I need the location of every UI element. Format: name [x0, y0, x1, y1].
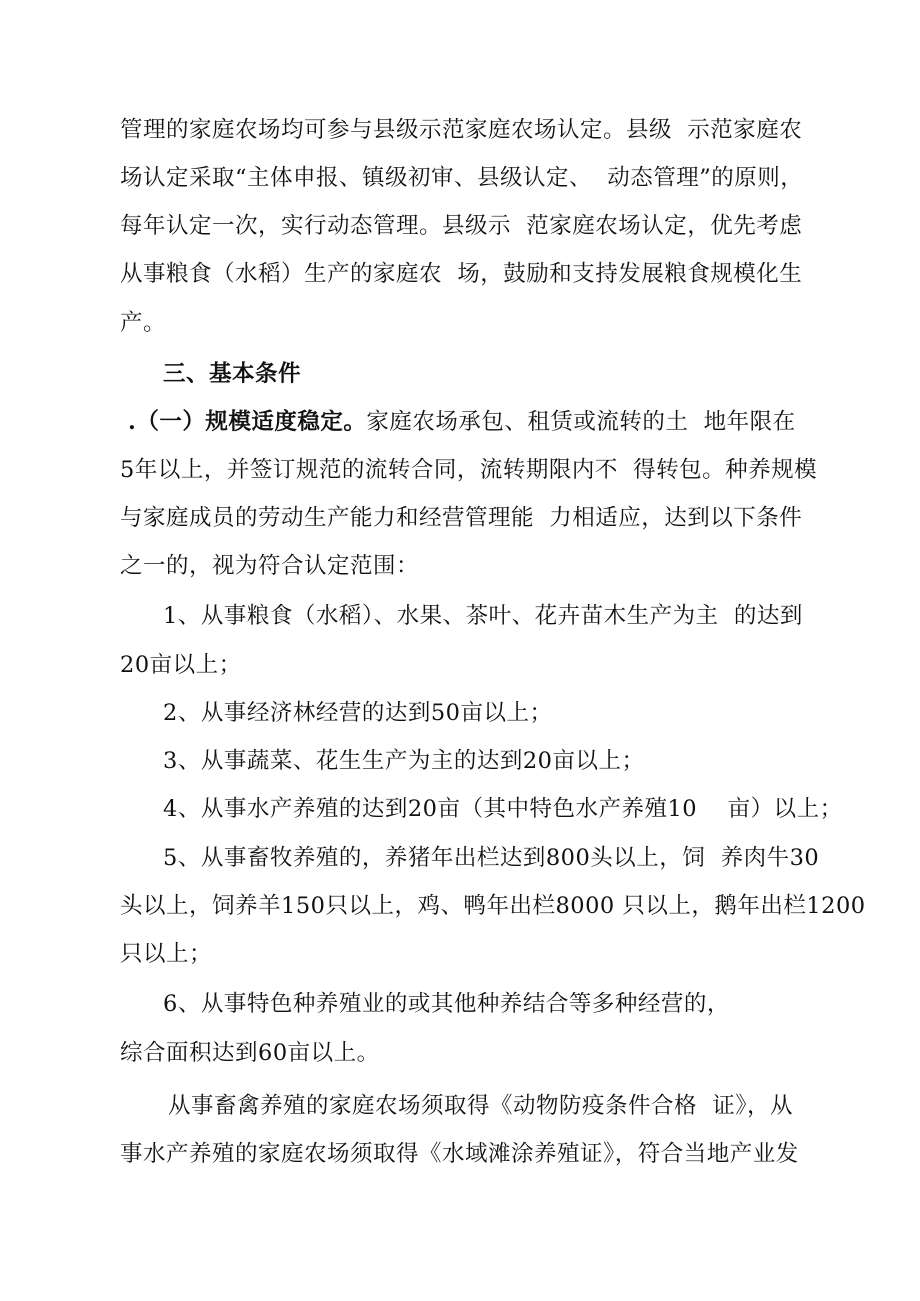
list-item: 3、从事蔬菜、花生生产为主的达到20亩以上；: [163, 748, 645, 774]
paragraph-line: 与家庭成员的劳动生产能力和经营管理能 力相适应，达到以下条件: [120, 505, 803, 531]
paragraph-line: 产。: [120, 310, 167, 336]
list-item: 4、从事水产养殖的达到20亩（其中特色水产养殖10 亩）以上；: [163, 796, 843, 822]
paragraph-line: 5年以上，并签订规范的流转合同，流转期限内不 得转包。种养规模: [120, 457, 818, 483]
subsection-lead-text: 家庭农场承包、租赁或流转的土 地年限在: [366, 409, 796, 435]
list-item: 2、从事经济林经营的达到50亩以上；: [163, 700, 553, 726]
paragraph-line: 之一的，视为符合认定范围：: [120, 553, 420, 579]
closing-paragraph-line: 从事畜禽养殖的家庭农场须取得《动物防疫条件合格 证》，从: [168, 1093, 794, 1119]
list-item: 5、从事畜牧养殖的，养猪年出栏达到800头以上，饲 养肉牛30: [163, 845, 820, 871]
list-item-continuation: 20亩以上；: [120, 652, 242, 678]
paragraph-line: 从事粮食（水稻）生产的家庭农 场，鼓励和支持发展粮食规模化生: [120, 261, 803, 287]
list-item: 1、从事粮食（水稻）、水果、茶叶、花卉苗木生产为主 的达到: [163, 603, 803, 629]
subsection-first-line: [128, 407, 796, 437]
list-item-continuation: 头以上，饲养羊150只以上，鸡、鸭年出栏8000 只以上，鹅年出栏1200: [120, 893, 866, 919]
paragraph-line: 每年认定一次，实行动态管理。县级示 范家庭农场认定，优先考虑: [120, 213, 803, 239]
section-heading: 三、基本条件: [163, 361, 302, 387]
list-item-continuation: 只以上；: [120, 941, 213, 967]
paragraph-line: 场认定采取“主体申报、镇级初审、县级认定、 动态管理”的原则，: [120, 165, 804, 191]
subsection-title: .（一）规模适度稳定。: [128, 409, 367, 435]
list-item: 6、从事特色种养殖业的或其他种养结合等多种经营的，: [163, 991, 730, 1017]
list-item-continuation: 综合面积达到60亩以上。: [120, 1040, 380, 1066]
paragraph-line: 管理的家庭农场均可参与县级示范家庭农场认定。县级 示范家庭农: [120, 117, 803, 143]
closing-paragraph-line: 事水产养殖的家庭农场须取得《水域滩涂养殖证》，符合当地产业发: [120, 1141, 799, 1167]
